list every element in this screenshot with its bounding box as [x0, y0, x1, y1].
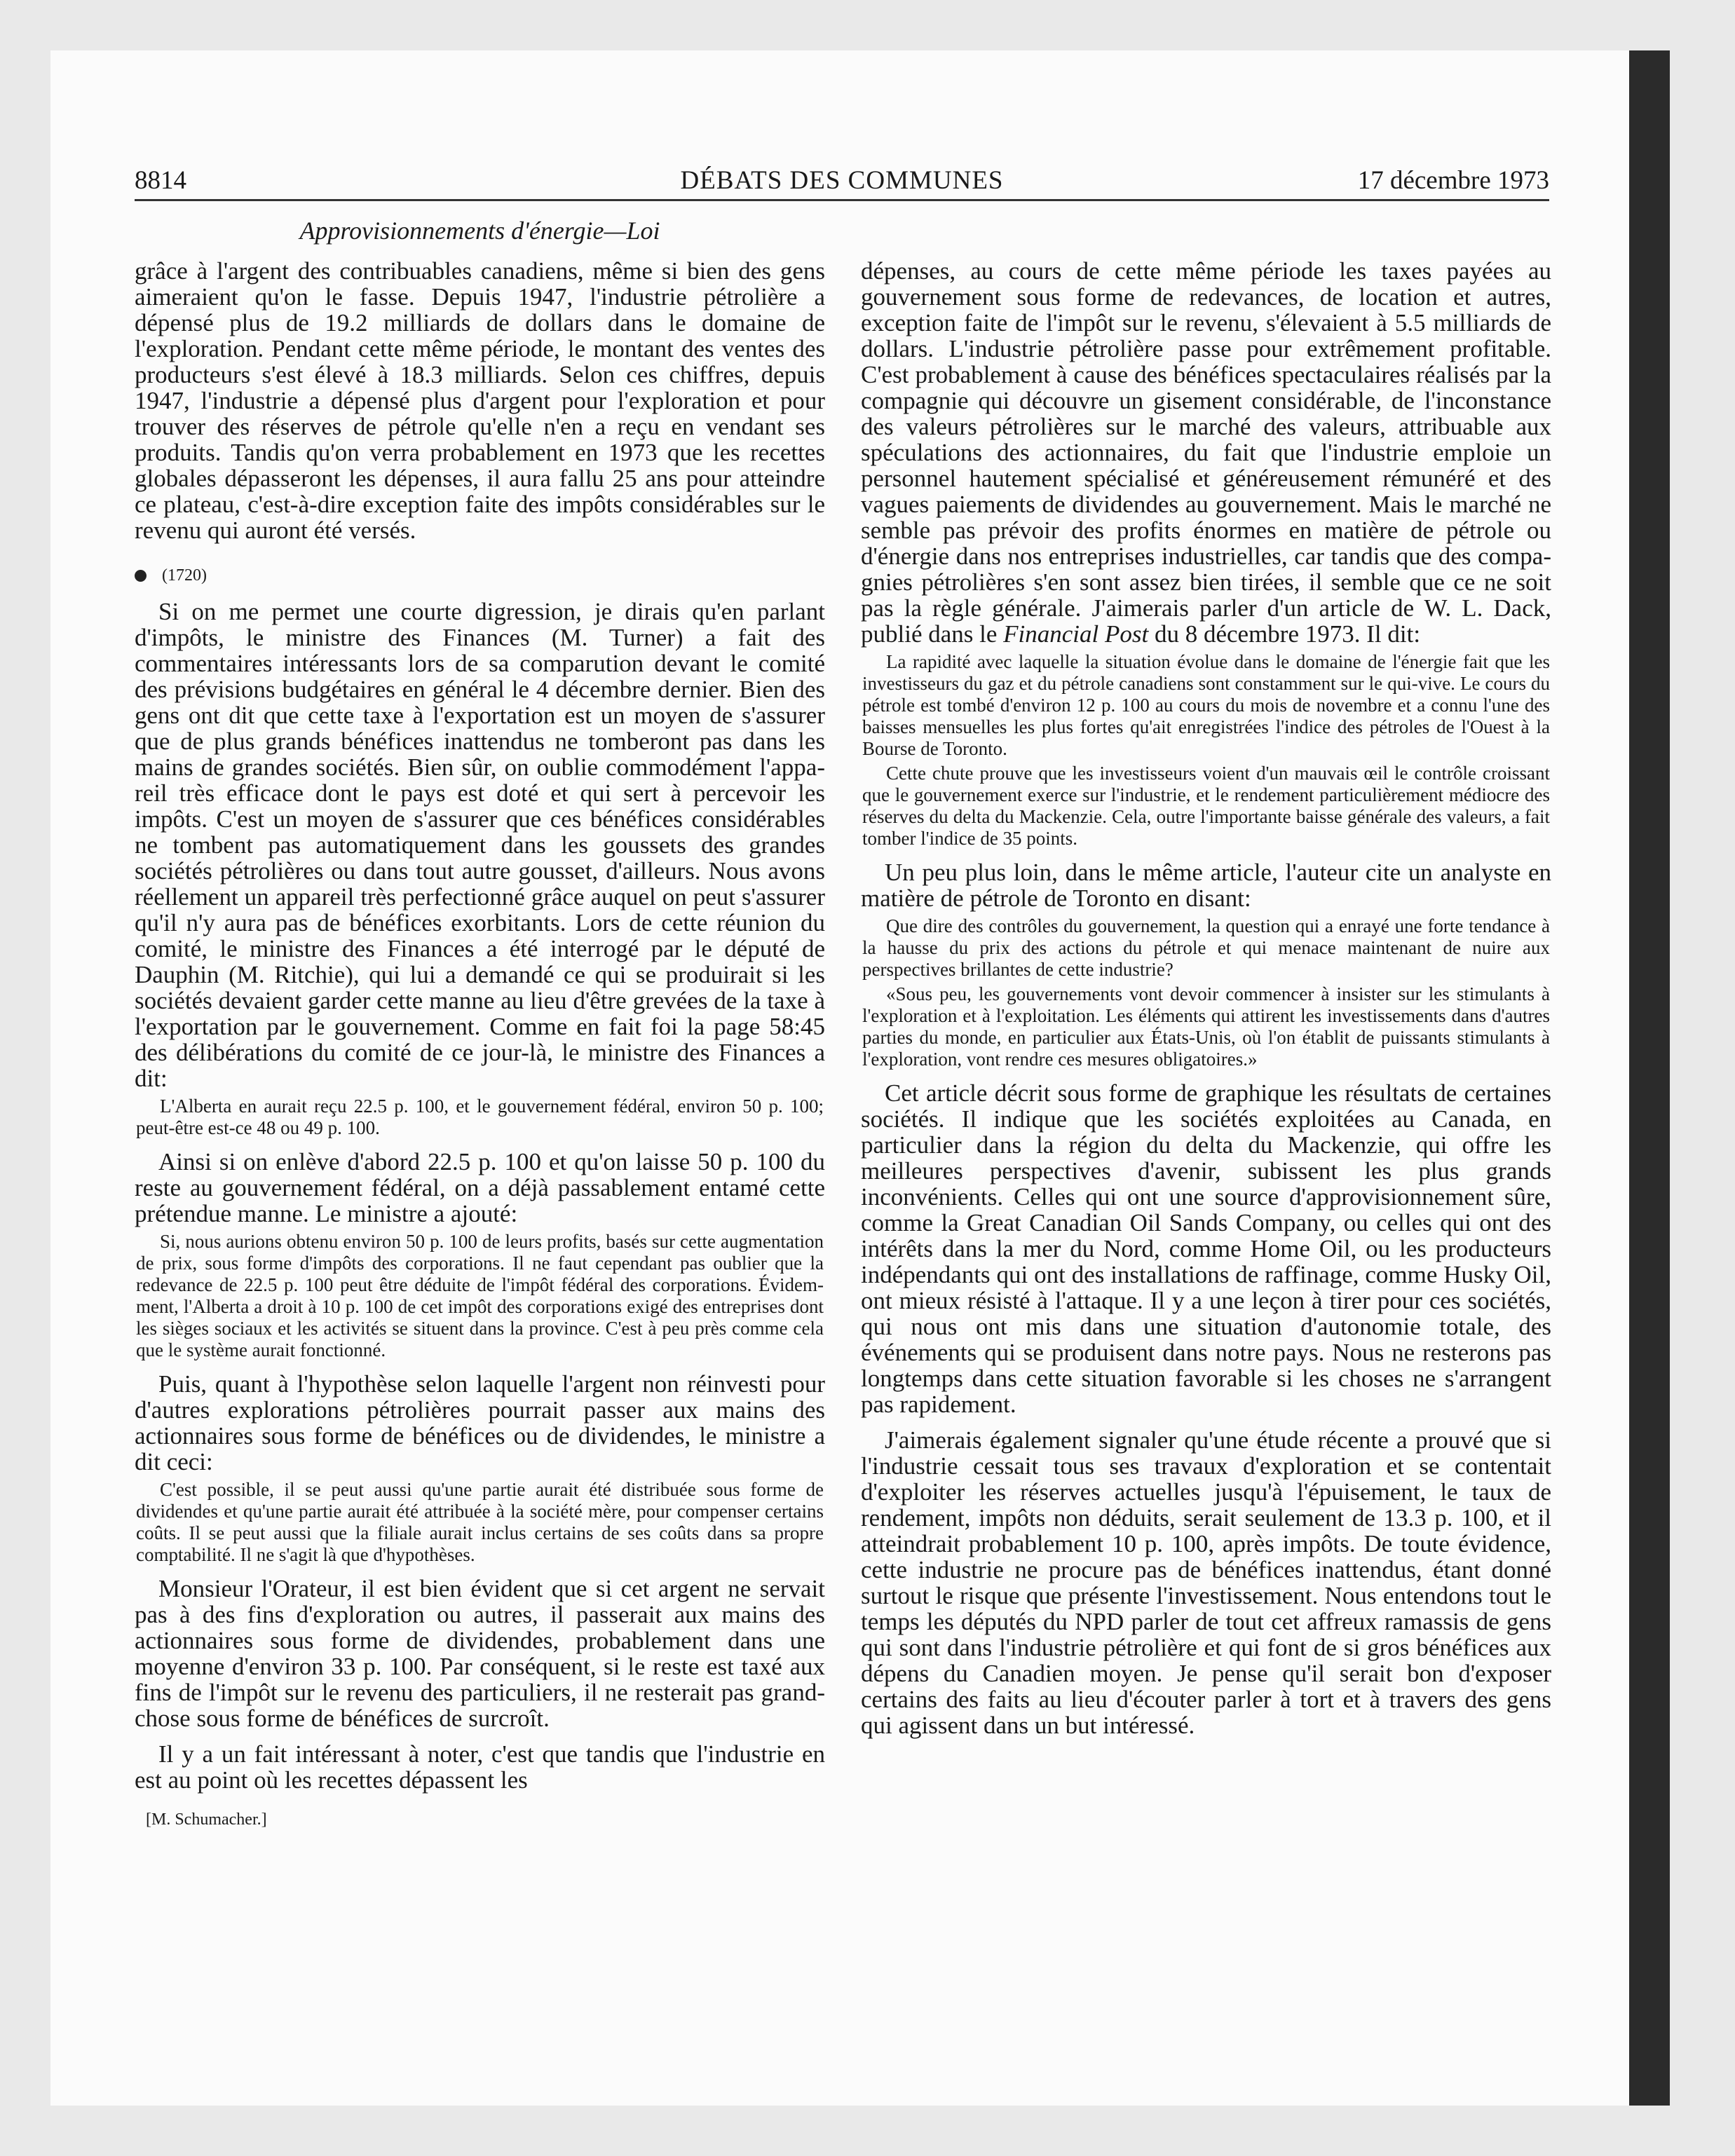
left-column [135, 258, 825, 1833]
paragraph: Il y a un fait intéressant à noter, c'est que tandis que l'industrie en est au point où les recettes dépassent les [135, 1740, 825, 1794]
block-quote: C'est possible, il se peut aussi qu'une partie aurait été distribuée sous forme de dividendes et qu'une partie aurait été attribuée à la société mère, pour compenser certains coûts. Il se peut aussi que la filiale aurait inclus certains de ses coûts dans sa propre comptabilité. Il ne s'agit là que d'hypothèses. [136, 1479, 824, 1565]
header-date: 17 décembre 1973 [1357, 166, 1549, 195]
bullet-icon [135, 570, 147, 582]
block-quote: Si, nous aurions obtenu environ 50 p. 100 de leurs profits, basés sur cette augmentation de prix, sous forme d'impôts des corporations. Il ne faut cependant pas oublier que la redevance de 22.5 p. 100 peut être déduite de l'impôt fédéral des corporations. Évidemment, l'Alberta a droit à 10 p. 100 de cet impôt des corporations exigé des entreprises dont les sièges sociaux et les activités se situent dans la province. C'est à peu près comme cela que le système aurait fonctionné. [136, 1231, 824, 1360]
right-column [861, 258, 1551, 1738]
section-subheader: Approvisionnements d'énergie—Loi [299, 217, 660, 245]
paragraph: Monsieur l'Orateur, il est bien évident que si cet argent ne servait pas à des fins d'exploration ou autres, il passerait aux mains des actionnaires sous forme de dividendes, probablement dans une moyenne d'environ 33 p. 100. Par conséquent, si le reste est taxé aux fins de l'impôt sur le revenu des particuliers, il ne resterait pas grand-chose sous forme de bénéfices de surcroît. [135, 1575, 825, 1732]
paragraph: Ainsi si on enlève d'abord 22.5 p. 100 et qu'on laisse 50 p. 100 du reste au gouvernement fédéral, on a déjà passablement entamé cette prétendue manne. Le ministre a ajouté: [135, 1148, 825, 1227]
paragraph: grâce à l'argent des contribuables canadiens, même si bien des gens aimeraient qu'on le fasse. Depuis 1947, l'industrie pétrolière a dépensé plus de 19.2 milliards de dollars dans le domaine de l'exploration. Pendant cette même période, le montant des ventes des producteurs s'est élevé à 18.3 milliards. Selon ces chiffres, depuis 1947, l'industrie a dépensé plus d'argent pour l'exploration et pour trouver des réserves de pétrole qu'elle n'en a reçu en vendant ses produits. Tandis qu'on verra probablement en 1973 que les recettes globales dépasseront les dépenses, il aura fallu 25 ans pour atteindre ce plateau, c'est-à-dire exception faite des impôts considérables sur le revenu qui auront été versés. [135, 257, 825, 544]
block-quote: L'Alberta en aurait reçu 22.5 p. 100, et le gouvernement fédéral, environ 50 p. 100; peut-être est-ce 48 ou 49 p. 100. [136, 1096, 824, 1138]
timestamp [135, 563, 825, 589]
speaker-attribution: [M. Schumacher.] [146, 1810, 267, 1829]
paragraph: Puis, quant à l'hypothèse selon laquelle l'argent non réinvesti pour d'autres explorations pétrolières pourrait passer aux mains des actionnaires sous forme de bénéfices ou de dividendes, le ministre a dit ceci: [135, 1370, 825, 1475]
block-quote: Cette chute prouve que les investisseurs voient d'un mauvais œil le contrôle croissant que le gouvernement exerce sur l'industrie, et le rendement particulièrement médiocre des réserves du delta du Mackenzie. Cela, outre l'importante baisse générale des valeurs, a fait tomber l'indice de 35 points. [862, 763, 1550, 849]
block-quote: Que dire des contrôles du gouvernement, la question qui a enrayé une forte tendance à la hausse du prix des actions du pétrole et qui menace maintenant de nuire aux perspectives brillantes de cette industrie? [862, 915, 1550, 980]
timestamp-text: (1720) [162, 566, 207, 585]
block-quote: La rapidité avec laquelle la situation évolue dans le domaine de l'énergie fait que les investisseurs du gaz et du pétrole canadiens sont constamment sur le qui-vive. Le cours du pétrole est tombé d'environ 12 p. 100 au cours du mois de novembre et a connu l'une des baisses mensuelles les plus fortes qu'ait enregistrées l'indice des pétroles de l'Ouest à la Bourse de Toronto. [862, 651, 1550, 759]
paragraph: Cet article décrit sous forme de graphique les résultats de certaines sociétés. Il indique que les sociétés exploitées au Canada, en particulier dans la région du delta du Mackenzie, qui offre les meilleures perspectives d'avenir, subissent les plus grands inconvénients. Celles qui ont une source d'approvisionnement sûre, comme la Great Canadian Oil Sands Company, ou celles qui ont des intérêts dans la mer du Nord, comme Home Oil, ou les producteurs indépendants qui ont des installations de raffinage, comme Husky Oil, ont mieux résisté à l'attaque. Il y a une leçon à tirer pour ces sociétés, qui nous ont mis dans une situation d'autonomie totale, des événements qui se produisent dans notre pays. Nous ne resterons pas longtemps dans cette situation favorable si les choses ne s'arrangent pas rapidement. [861, 1079, 1551, 1418]
publication-name: Financial Post [1003, 620, 1149, 648]
block-quote: «Sous peu, les gouvernements vont devoir commencer à insister sur les stimulants à l'exploration et à l'exploitation. Les éléments qui attirent les investissements dans d'autres parties du monde, en particulier aux États-Unis, où l'on établit de puissants stimulants à l'exploration, vont rendre ces mesures obligatoires.» [862, 983, 1550, 1070]
paragraph-text-end: du 8 décembre 1973. Il dit: [1148, 620, 1421, 648]
paragraph-text: dépenses, au cours de cette même période les taxes payées au gouvernement sous forme de redevances, de location et autres, exception faite de l'impôt sur le revenu, s'élevaient à 5.5 milliards de dollars. L'industrie pétrolière passe pour extrêmement profitable. C'est probablement à cause des bénéfices spectaculaires réalisés par la compagnie qui découvre un gisement considérable, de l'inconstance des valeurs pétrolières sur le marché des valeurs, attribuable aux spéculations des actionnaires, du fait que l'industrie emploie un personnel hautement spécialisé et généreusement rémunéré et des vagues paiements de dividendes au gouvernement. Mais le marché ne semble pas prévoir des profits énormes en matière de pétrole ou d'énergie dans nos entreprises industrielles, car tandis que des compagnies pétrolières s'en sont assez bien tirées, il semble que ce ne soit pas la règle générale. J'aimerais parler d'un article de W. L. Dack, publié dans le [861, 257, 1551, 648]
paragraph [861, 258, 1551, 647]
page-number: 8814 [135, 166, 186, 195]
paragraph: Si on me permet une courte digression, je dirais qu'en parlant d'impôts, le ministre des Finances (M. Turner) a fait des commentaires intéressants lors de sa comparution devant le comité des prévisions budgétaires en général le 4 décembre dernier. Bien des gens ont dit que cette taxe à l'exportation est un moyen de s'assurer que de plus grands bénéfices inattendus ne tomberont pas dans les mains de grandes sociétés. Bien sûr, on oublie commodément l'appareil très efficace dont le pays est doté et qui sert à percevoir les impôts. C'est un moyen de s'assurer que ces bénéfices considérables ne tombent pas automatiquement dans les goussets des grandes sociétés pétrolières ou dans tout autre gousset, d'ailleurs. Nous avons réellement un appareil très perfectionné grâce auquel on peut s'assurer qu'il n'y aura pas de bénéfices exorbitants. Lors de cette réunion du comité, le ministre des Finances a été interrogé par le député de Dauphin (M. Ritchie), qui lui a demandé ce qui se produirait si les sociétés devaient garder cette manne au lieu d'être grevées de la taxe à l'exportation par le gouvernement. Comme en fait foi la page 58:45 des délibérations du comité de ce jour-là, le ministre des Finances a dit: [135, 598, 825, 1092]
publication-title: DÉBATS DES COMMUNES [680, 166, 1004, 195]
paragraph: J'aimerais également signaler qu'une étude récente a prouvé que si l'industrie cessait tous ses travaux d'exploration et se contentait d'exploiter les réserves actuelles jusqu'à l'épuisement, le taux de rendement, impôts non déduits, serait seulement de 13.3 p. 100, et il atteindrait probablement 10 p. 100, après impôts. De toute évidence, cette industrie ne procure pas de bénéfices inattendus, étant donné surtout le risque que présente l'investissement. Nous entendons tout le temps les députés du NPD parler de tout cet affreux ramassis de gens qui sont dans l'industrie pétrolière et qui font de si gros bénéfices aux dépens du Canadien moyen. Je pense qu'il serait bon d'exposer certains des faits au lieu d'écouter parler à tort et à travers des gens qui agissent dans un but intéressé. [861, 1426, 1551, 1739]
page-header [135, 165, 1549, 201]
paragraph: Un peu plus loin, dans le même article, l'auteur cite un analyste en matière de pétrole de Toronto en disant: [861, 859, 1551, 912]
binding-edge [1629, 50, 1670, 2106]
